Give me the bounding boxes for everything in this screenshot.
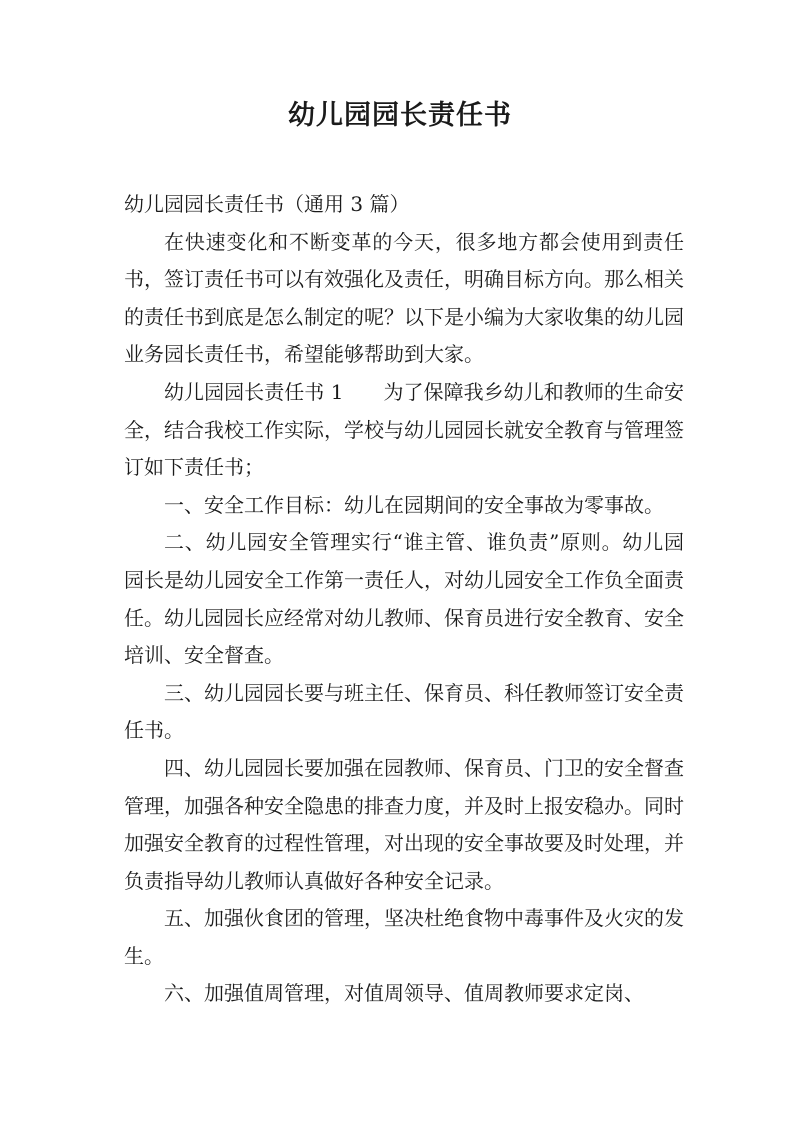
document-body [124, 186, 684, 1013]
clause-5-paragraph: 五、加强伙食团的管理，坚决杜绝食物中毒事件及火灾的发生。 [124, 906, 684, 968]
clause-4-paragraph: 四、幼儿园园长要加强在园教师、保育员、门卫的安全督查管理，加强各种安全隐患的排查力度，并及时上报安稳办。同时加强安全教育的过程性管理，对出现的安全事故要及时处理，并负责指导幼儿教师认真做好各种安全记录。 [124, 755, 684, 893]
intro-paragraph: 在快速变化和不断变革的今天，很多地方都会使用到责任书，签订责任书可以有效强化及责任，明确目标方向。那么相关的责任书到底是怎么制定的呢？以下是小编为大家收集的幼儿园业务园长责任书，希望能够帮助到大家。 [124, 229, 684, 367]
section-1-heading: 幼儿园园长责任书 1 [164, 379, 344, 404]
clause-1-paragraph: 一、安全工作目标：幼儿在园期间的安全事故为零事故。 [164, 492, 664, 517]
clause-6-paragraph: 六、加强值周管理，对值周领导、值周教师要求定岗、 [164, 981, 644, 1006]
clause-3-paragraph: 三、幼儿园园长要与班主任、保育员、科任教师签订安全责任书。 [124, 680, 684, 743]
section-1-paragraph [124, 374, 684, 487]
document-title: 幼儿园园长责任书 [288, 100, 512, 131]
section-1-text: 为了保障我乡幼儿和教师的生命安全，结合我校工作实际，学校与幼儿园园长就安全教育与管理签订如下责任书； [124, 379, 684, 480]
document-subtitle: 幼儿园园长责任书（通用 3 篇） [124, 192, 410, 216]
clause-2-paragraph: 二、幼儿园安全管理实行“谁主管、谁负责”原则。幼儿园园长是幼儿园安全工作第一责任人，对幼儿园安全工作负全面责任。幼儿园园长应经常对幼儿教师、保育员进行安全教育、安全培训、安全督查。 [124, 530, 684, 668]
